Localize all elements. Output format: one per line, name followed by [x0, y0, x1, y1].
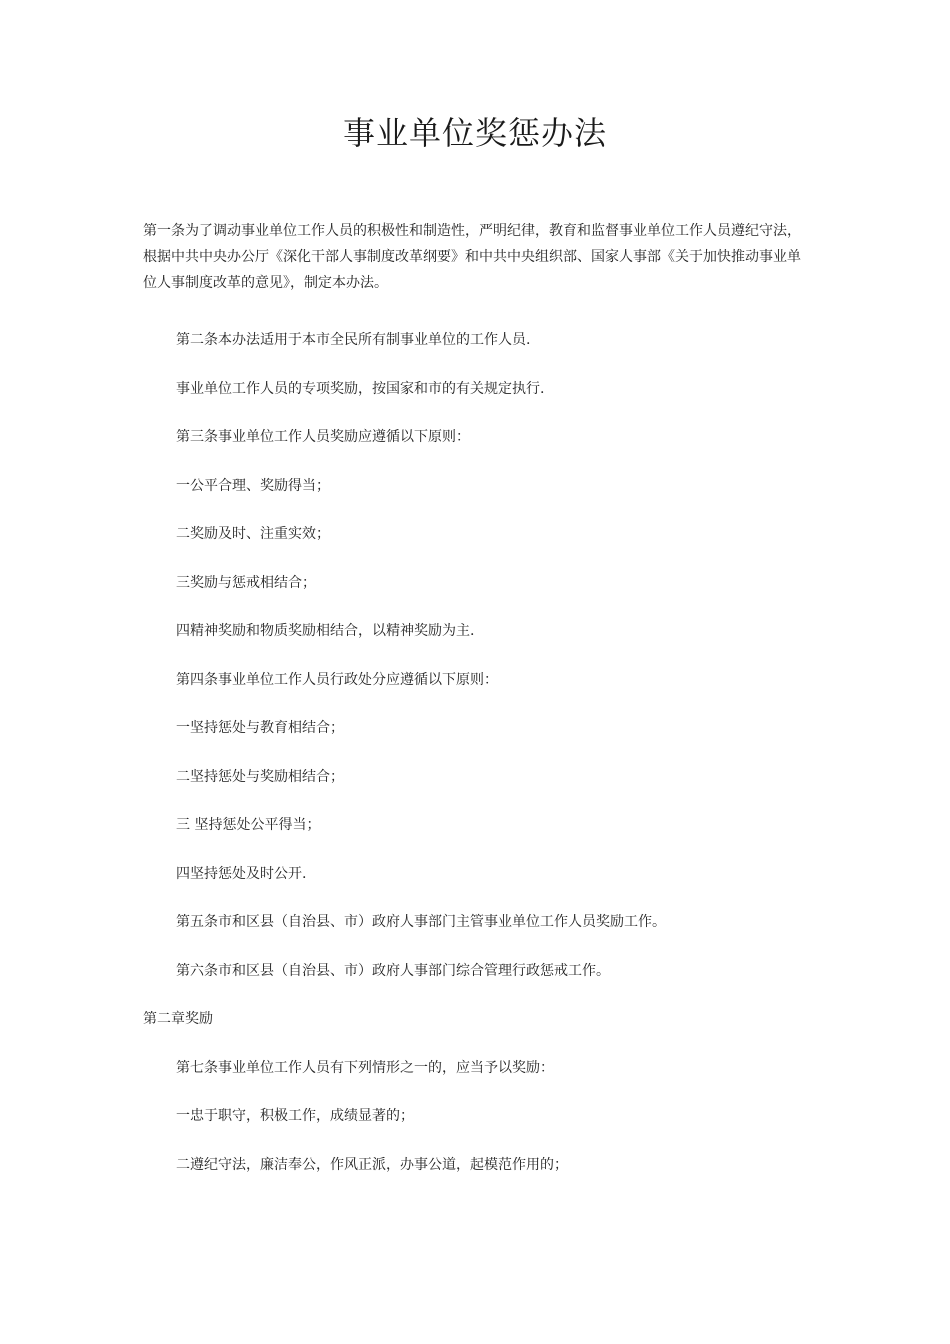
- paragraph-article-5: 第五条市和区县（自治县、市）政府人事部门主管事业单位工作人员奖励工作。: [176, 914, 666, 930]
- list-item-penalty-principle-2: 二坚持惩处与奖励相结合；: [176, 768, 344, 785]
- paragraph-article-4: 第四条事业单位工作人员行政处分应遵循以下原则：: [176, 671, 498, 688]
- list-item-penalty-principle-3: 三 坚持惩处公平得当；: [176, 817, 321, 833]
- list-item-penalty-principle-4: 四坚持惩处及时公开.: [176, 865, 307, 882]
- paragraph-article-6: 第六条市和区县（自治县、市）政府人事部门综合管理行政惩戒工作。: [176, 962, 610, 979]
- list-item-penalty-principle-1: 一坚持惩处与教育相结合；: [176, 720, 344, 736]
- list-item-reward-principle-2: 二奖励及时、注重实效；: [176, 526, 330, 542]
- paragraph-article-3: 第三条事业单位工作人员奖励应遵循以下原则：: [176, 429, 470, 445]
- list-item-reward-principle-3: 三奖励与惩戒相结合；: [176, 574, 316, 591]
- paragraph-article-2: 第二条本办法适用于本市全民所有制事业单位的工作人员.: [176, 332, 531, 348]
- chapter-heading-rewards: 第二章奖励: [143, 1011, 213, 1027]
- paragraph-article-7: 第七条事业单位工作人员有下列情形之一的，应当予以奖励：: [176, 1059, 554, 1076]
- document-title: 事业单位奖惩办法: [342, 114, 607, 152]
- list-item-reward-case-2: 二遵纪守法，廉洁奉公，作风正派，办事公道，起模范作用的；: [176, 1156, 568, 1173]
- paragraph-special-awards: 事业单位工作人员的专项奖励，按国家和市的有关规定执行.: [176, 380, 545, 397]
- list-item-reward-case-1: 一忠于职守，积极工作，成绩显著的；: [176, 1108, 414, 1124]
- list-item-reward-principle-1: 一公平合理、奖励得当；: [176, 477, 330, 494]
- document-body: [143, 218, 811, 1200]
- list-item-reward-principle-4: 四精神奖励和物质奖励相结合，以精神奖励为主.: [176, 623, 475, 639]
- paragraph-article-1: 第一条为了调动事业单位工作人员的积极性和制造性，严明纪律，教育和监督事业单位工作人员遵纪守法，根据中共中央办公厅《深化干部人事制度改革纲要》和中共中央组织部、国家人事部《关于加快推动事业单位人事制度改革的意见》，制定本办法。: [143, 223, 801, 291]
